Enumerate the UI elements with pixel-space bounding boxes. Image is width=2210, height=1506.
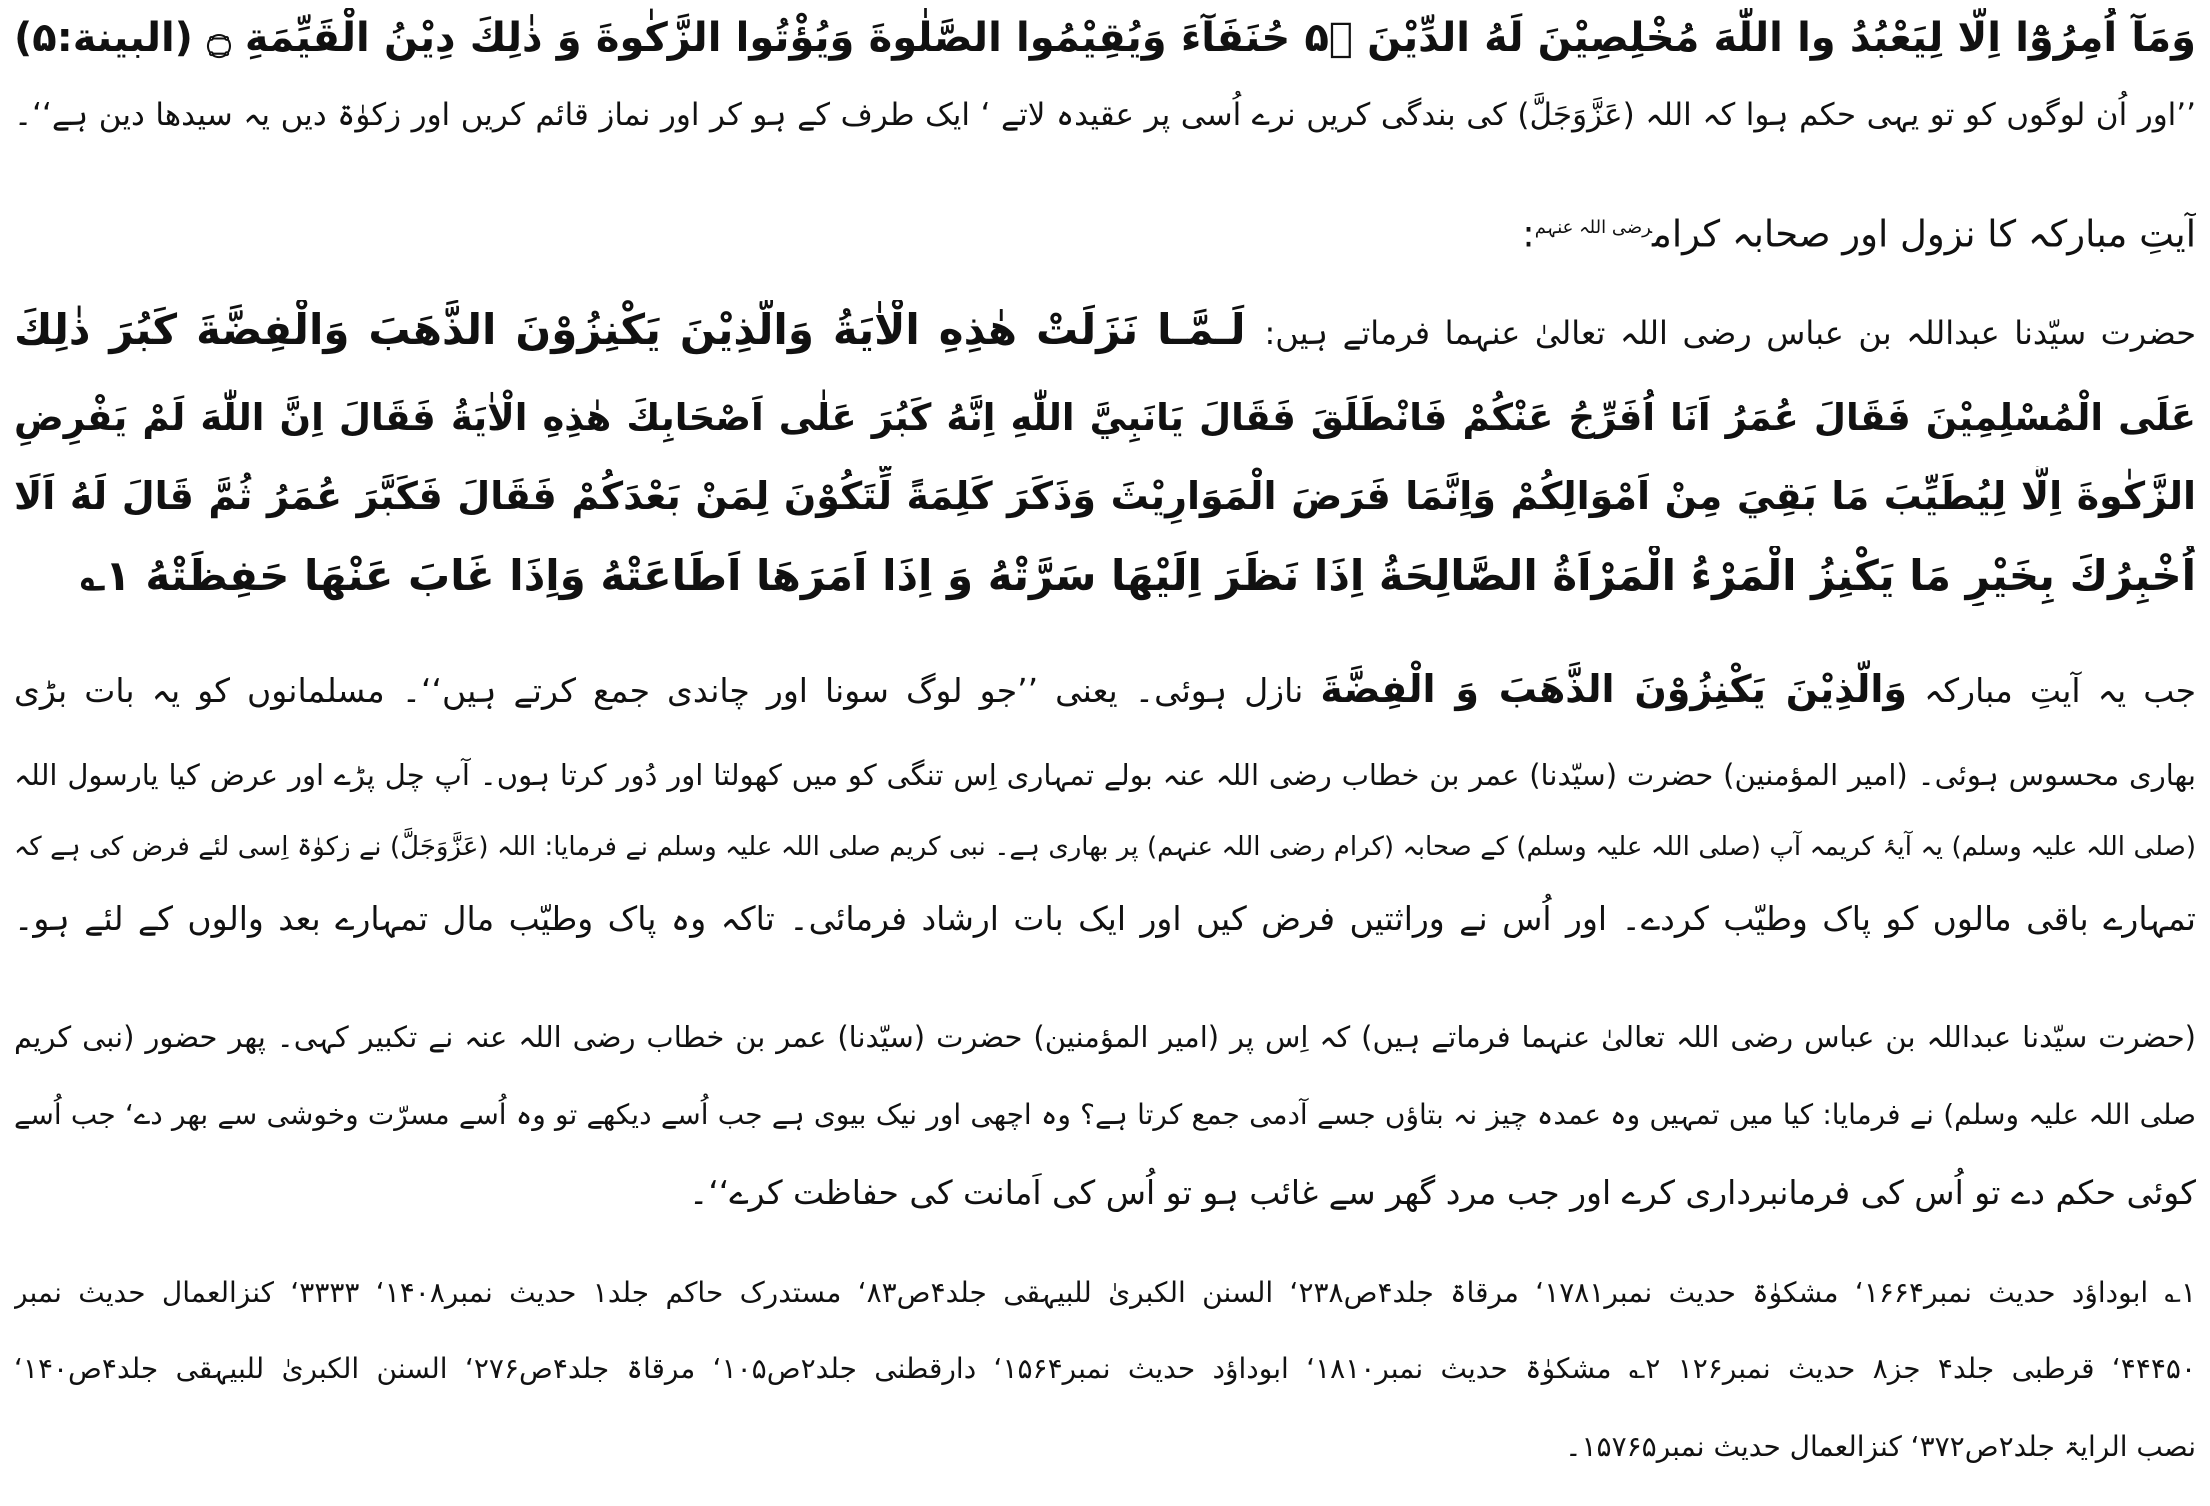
urdu-translation-line-5: (حضرت سیّدنا عبداللہ بن عباس رضی اللہ تعالیٰ عنہما فرماتے ہیں) کہ اِس پر (امیر المؤمنین) حضرت (سیّدنا) عمر بن خطاب رضی اللہ عنہ نے تکبیر کہی۔ پھر حضور (نبی کریم — [14, 1020, 2196, 1054]
urdu-translation-line-1 — [14, 660, 2196, 718]
quran-verse-line: وَمَآ اُمِرُوْٓا اِلَّا لِيَعْبُدُ وا اللّٰهَ مُخْلِصِيْنَ لَهُ الدِّيْنَ ۵ۙ حُنَفَآءَ وَيُقِيْمُوا الصَّلٰوةَ وَيُؤْتُوا الزَّكٰوةَ وَ ذٰلِكَ دِيْنُ الْقَيِّمَةِ ۝ (البينة:۵) — [14, 15, 2196, 61]
urdu-translation-part-b: نازل ہوئی۔ یعنی ’’جو لوگ سونا اور چاندی جمع کرتے ہیں‘‘۔ مسلمانوں کو یہ بات بڑی — [14, 671, 1304, 710]
hadith-arabic-line-1 — [14, 300, 2196, 360]
heading-colon: : — [1522, 212, 1535, 256]
quran-verse-translation: ’’اور اُن لوگوں کو تو یہی حکم ہوا کہ اللہ (عَزَّوَجَلَّ) کی بندگی کریں نرے اُسی پر عقیدہ لاتے ‘ ایک طرف کے ہو کر اور نماز قائم کریں اور زکوٰۃ دیں یہ سیدھا دین ہے‘‘۔ — [14, 97, 2196, 133]
hadith-arabic-line-2: عَلَى الْمُسْلِمِيْنَ فَقَالَ عُمَرُ اَنَا اُفَرِّجُ عَنْكُمْ فَانْطَلَقَ فَقَالَ يَانَبِيَّ اللّٰهِ اِنَّهُ كَبُرَ عَلٰى اَصْحَابِكَ هٰذِهِ الْاٰيَةُ فَقَالَ اِنَّ اللّٰهَ لَمْ يَفْرِضِ — [14, 396, 2196, 439]
reference-line-1: ۱؎ ابوداؤد حدیث نمبر۱۶۶۴‘ مشکوٰۃ حدیث نمبر۱۷۸۱‘ مرقاۃ جلد۴ص۲۳۸‘ السنن الکبریٰ للبیہقی جلد۴ص۸۳‘ مستدرک حاکم جلد۱ حدیث نمبر۱۴۰۸‘ ۳۳۳۳‘ کنزالعمال حدیث نمبر — [14, 1276, 2196, 1309]
urdu-translation-line-3: (صلی اللہ علیہ وسلم) یہ آیۂ کریمہ آپ (صلی اللہ علیہ وسلم) کے صحابہ (کرام رضی اللہ عنہم) پر بھاری ہے۔ نبی کریم صلی اللہ علیہ وسلم نے فرمایا: اللہ (عَزَّوَجَلَّ) نے زکوٰۃ اِسی لئے فرض کی ہے کہ — [14, 832, 2196, 862]
urdu-translation-line-7: کوئی حکم دے تو اُس کی فرمانبرداری کرے اور جب مرد گھر سے غائب ہو تو اُس کی اَمانت کی حفاظت کرے‘‘۔ — [688, 1173, 2196, 1212]
hadith-arabic-line-4: اُخْبِرُكَ بِخَيْرِ مَا يَكْنِزُ الْمَرْءُ الْمَرْاَةُ الصَّالِحَةُ اِذَا نَظَرَ اِلَيْهَا سَرَّتْهُ وَ اِذَا اَمَرَهَا اَطَاعَتْهُ وَاِذَا غَابَ عَنْهَا حَفِظَتْهُ ۱؎ — [80, 551, 2196, 600]
urdu-translation-line-6: صلی اللہ علیہ وسلم) نے فرمایا: کیا میں تمہیں وہ عمدہ چیز نہ بتاؤں جسے آدمی جمع کرتا ہے؟ وہ اچھی اور نیک بیوی ہے جب اُسے دیکھے تو وہ اُسے مسرّت وخوشی سے بھر دے‘ جب اُسے — [14, 1098, 2196, 1131]
inline-verse-quote: وَالَّذِيْنَ يَكْنِزُوْنَ الذَّهَبَ وَ الْفِضَّةَ — [1320, 667, 1908, 711]
reference-line-2: ۴۴۴۵۰‘ قرطبی جلد۴ جز۸ حدیث نمبر۱۲۶ ۲؎ مشکوٰۃ حدیث نمبر۱۸۱۰‘ ابوداؤد حدیث نمبر۱۵۶۴‘ دارقطنی جلد۲ص۱۰۵‘ مرقاۃ جلد۴ص۲۷۶‘ السنن الکبریٰ للبیہقی جلد۴ص۱۴۰‘ — [14, 1352, 2196, 1385]
heading-text: آیتِ مبارکہ کا نزول اور صحابہ کرام — [1652, 212, 2196, 256]
hadith-narrator-intro: حضرت سیّدنا عبداللہ بن عباس رضی اللہ تعالیٰ عنہما فرماتے ہیں: — [1264, 314, 2196, 352]
urdu-translation-part-a: جب یہ آیتِ مبارکہ — [1924, 671, 2196, 710]
hadith-arabic-line-3: الزَّكٰوةَ اِلَّا لِيُطَيِّبَ مَا بَقِيَ مِنْ اَمْوَالِكُمْ وَاِنَّمَا فَرَضَ الْمَوَارِيْثَ وَذَكَرَ كَلِمَةً لِّتَكُوْنَ لِمَنْ بَعْدَكُمْ فَقَالَ فَكَبَّرَ عُمَرُ ثُمَّ قَالَ لَهُ اَلَا — [14, 474, 2196, 518]
urdu-translation-line-4: تمہارے باقی مالوں کو پاک وطیّب کردے۔ اور اُس نے وراثتیں فرض کیں اور ایک بات ارشاد فرمائی۔ تاکہ وہ پاک وطیّب مال تمہارے بعد والوں کے لئے ہو۔ — [14, 899, 2196, 938]
hadith-arabic-text: لَـمَّـا نَزَلَتْ هٰذِهِ الْاٰيَةُ وَالَّذِيْنَ يَكْنِزُوْنَ الذَّهَبَ وَالْفِضَّةَ كَبُرَ ذٰلِكَ — [14, 305, 1246, 354]
heading-honorific: رضی اللہ عنہم — [1534, 217, 1653, 238]
section-heading — [14, 198, 2196, 258]
urdu-translation-line-2: بھاری محسوس ہوئی۔ (امیر المؤمنین) حضرت (سیّدنا) عمر بن خطاب رضی اللہ عنہ بولے تمہاری اِس تنگی کو میں کھولتا اور دُور کرتا ہوں۔ آپ چل پڑے اور عرض کیا یارسول اللہ — [14, 758, 2196, 792]
reference-line-3: نصب الرایۃ جلد۲ص۳۷۲‘ کنزالعمال حدیث نمبر۱۵۷۶۵۔ — [1565, 1430, 2196, 1463]
